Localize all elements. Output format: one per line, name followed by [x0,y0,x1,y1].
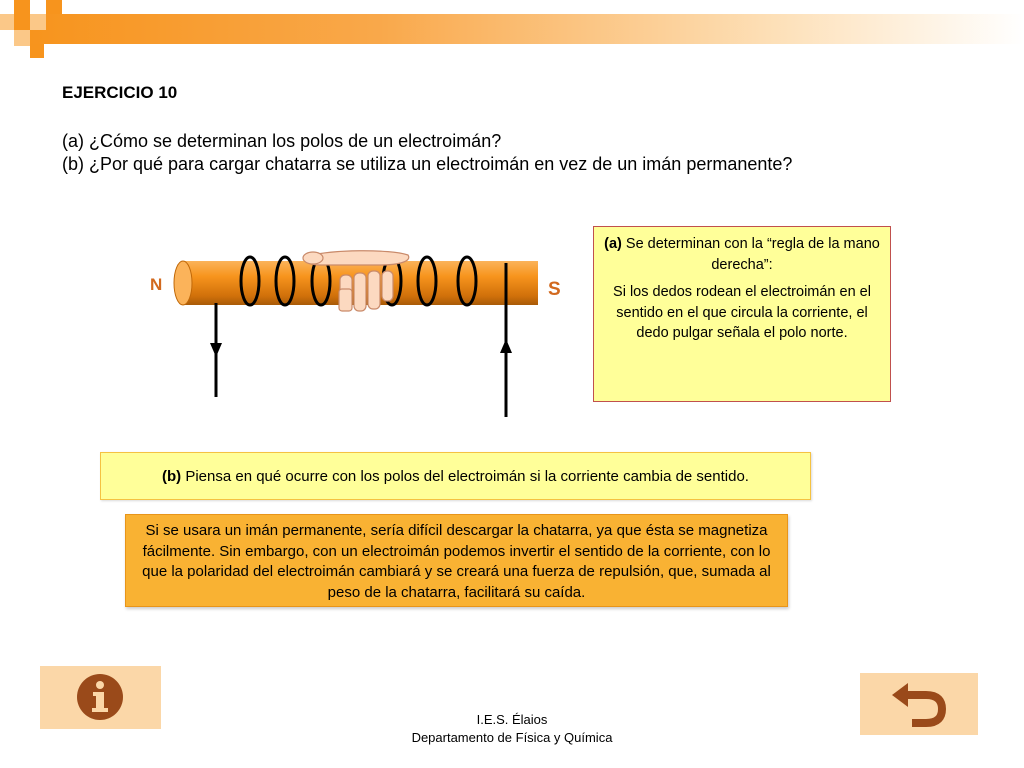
decor-square [0,14,14,30]
decor-square [14,0,30,14]
decor-square [14,14,30,30]
hand-knuckle [339,289,352,311]
hand-finger [382,271,393,301]
decor-square [14,30,30,46]
question-b: (b) ¿Por qué para cargar chatarra se utiliza un electroimán en vez de un imán permanente? [62,154,793,174]
header-decoration [0,0,1024,60]
hint-b-box [100,452,811,500]
decor-square [46,0,62,14]
footer-school: I.E.S. Élaios [476,712,548,727]
header-gradient-band [30,14,1024,44]
hand-thumb-tip [303,252,323,264]
hint-b-tag: (b) [162,468,182,485]
exercise-title: EJERCICIO 10 [62,83,178,102]
decor-square [30,14,46,30]
answer-a-line1 [602,234,882,275]
hand-finger [354,273,366,311]
current-arrow-up [500,339,512,353]
answer-a-paragraph2: Si los dedos rodean el electroimán en el sentido en el que circula la corriente, el dedo pulgar señala el polo norte. [613,284,871,341]
hand-finger [368,271,380,309]
question-a: (a) ¿Cómo se determinan los polos de un electroimán? [62,131,502,151]
current-arrow-down [210,343,222,357]
answer-b-box: Si se usara un imán permanente, sería difícil descargar la chatarra, ya que ésta se magnetiza fácilmente. Sin embargo, con un electroimán podemos invertir el sentido de la corriente, con lo que la polaridad del electroimán cambiará y se creará una fuerza de repulsión, que, sumada al peso de la chatarra, facilitará su caída. [125,514,788,607]
north-pole-label: N [150,275,163,294]
footer-department: Departamento de Física y Química [411,730,613,745]
decor-square [30,44,44,58]
answer-a-tag: (a) [604,236,622,252]
hint-b-text: Piensa en qué ocurre con los polos del electroimán si la corriente cambia de sentido. [181,468,749,485]
answer-a-text: Se determinan con la “regla de la mano derecha”: [621,236,880,273]
answer-a-box [593,226,891,402]
electromagnet-diagram [130,235,590,425]
core-left-end [174,261,192,305]
south-pole-label: S [548,279,561,300]
